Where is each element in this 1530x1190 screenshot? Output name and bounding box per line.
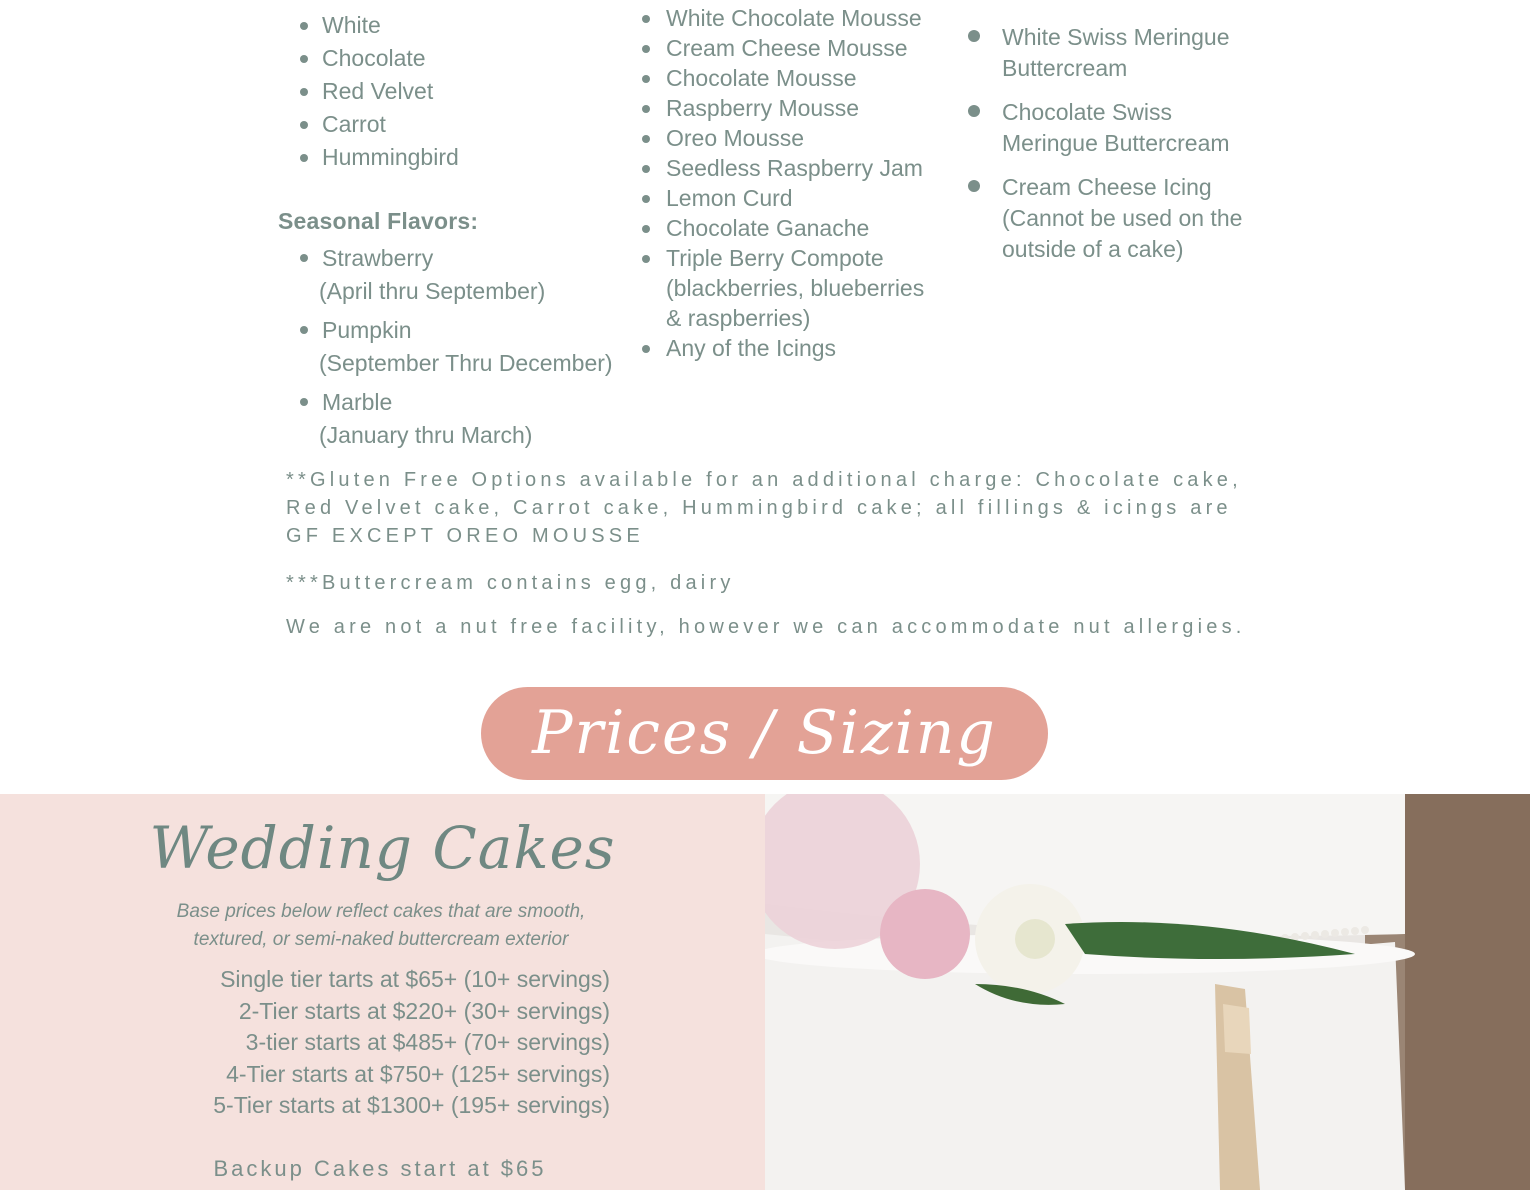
list-item: Oreo Mousse xyxy=(642,123,942,153)
bullet-icon xyxy=(300,121,308,129)
bullet-icon xyxy=(300,22,308,30)
list-item: Any of the Icings xyxy=(642,333,942,363)
wedding-cake-photo xyxy=(765,794,1530,1190)
list-item: White Chocolate Mousse xyxy=(642,3,942,33)
prices-sizing-banner: Prices / Sizing xyxy=(481,687,1048,780)
price-item: Single tier tarts at $65+ (10+ servings) xyxy=(220,966,610,992)
list-item: Chocolate Mousse xyxy=(642,63,942,93)
backup-cakes-text: Backup Cakes start at $65 xyxy=(213,1156,547,1181)
list-item: Strawberry (April thru September) xyxy=(300,242,640,308)
buttercream-note: ***Buttercream contains egg, dairy xyxy=(286,572,735,594)
list-item: Hummingbird xyxy=(300,142,630,172)
nut-allergy-note: We are not a nut free facility, however we can accommodate nut allergies. xyxy=(286,616,1246,638)
bullet-icon xyxy=(642,165,650,173)
list-item: Marble (January thru March) xyxy=(300,386,640,452)
bullet-icon xyxy=(300,55,308,63)
list-item: Chocolate xyxy=(300,43,630,73)
bullet-icon xyxy=(968,30,980,42)
list-item: Raspberry Mousse xyxy=(642,93,942,123)
list-item: Chocolate Ganache xyxy=(642,213,942,243)
icing-list xyxy=(968,22,1258,278)
list-item: White Swiss Meringue Buttercream xyxy=(968,22,1258,84)
bullet-icon xyxy=(642,255,650,263)
bullet-icon xyxy=(642,45,650,53)
list-item: Cream Cheese Icing (Cannot be used on the outside of a cake) xyxy=(968,172,1258,265)
list-item: Triple Berry Compote (blackberries, blueberries & raspberries) xyxy=(642,243,942,333)
price-item: 5-Tier starts at $1300+ (195+ servings) xyxy=(213,1092,610,1118)
wedding-cakes-subtitle: Base prices below reflect cakes that are smooth, textured, or semi-naked buttercream exterior xyxy=(176,901,586,950)
cake-flavor-list xyxy=(300,10,630,175)
list-item: Pumpkin (September Thru December) xyxy=(300,314,640,380)
bullet-icon xyxy=(968,180,980,192)
list-item: Carrot xyxy=(300,109,630,139)
seasonal-flavors-heading: Seasonal Flavors: xyxy=(278,208,479,234)
list-item: White xyxy=(300,10,630,40)
wedding-cakes-panel xyxy=(0,794,765,1190)
bullet-icon xyxy=(300,326,308,334)
bullet-icon xyxy=(968,105,980,117)
bullet-icon xyxy=(642,345,650,353)
list-item: Cream Cheese Mousse xyxy=(642,33,942,63)
bullet-icon xyxy=(642,225,650,233)
list-item: Lemon Curd xyxy=(642,183,942,213)
price-list xyxy=(150,964,610,1122)
wedding-cakes-title: Wedding Cakes xyxy=(149,814,616,882)
price-item: 2-Tier starts at $220+ (30+ servings) xyxy=(238,997,610,1024)
seasonal-flavor-list xyxy=(300,242,640,458)
bullet-icon xyxy=(642,75,650,83)
bullet-icon xyxy=(300,88,308,96)
bullet-icon xyxy=(300,154,308,162)
bullet-icon xyxy=(642,195,650,203)
list-item: Seedless Raspberry Jam xyxy=(642,153,942,183)
bullet-icon xyxy=(642,135,650,143)
price-item: 3-tier starts at $485+ (70+ servings) xyxy=(245,1029,610,1055)
filling-list xyxy=(642,3,942,363)
gluten-free-note: **Gluten Free Options available for an additional charge: Chocolate cake, Red Velvet cake, Carrot cake, Hummingbird cake; all fillings & icings are GF EXCEPT OREO MOUSSE xyxy=(286,469,1242,547)
bullet-icon xyxy=(300,254,308,262)
cake-illustration xyxy=(765,794,1530,1190)
bullet-icon xyxy=(642,15,650,23)
price-item: 4-Tier starts at $750+ (125+ servings) xyxy=(226,1060,610,1087)
list-item: Red Velvet xyxy=(300,76,630,106)
bullet-icon xyxy=(300,398,308,406)
bullet-icon xyxy=(642,105,650,113)
list-item: Chocolate Swiss Meringue Buttercream xyxy=(968,97,1258,159)
